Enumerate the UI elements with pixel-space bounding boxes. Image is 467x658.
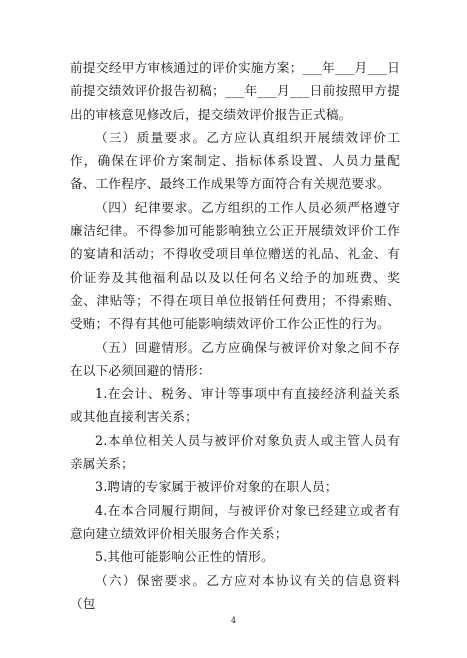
paragraph-confidentiality-requirements: （六）保密要求。乙方应对本协议有关的信息资料（包 xyxy=(70,572,400,611)
paragraph-recusal-item-4: 4.在本合同履行期间，与被评价对象已经建立或者有意向建立绩效评价相关服务合作关系； xyxy=(70,502,400,541)
paragraph-recusal-item-2: 2.本单位相关人员与被评价对象负责人或主管人员有亲属关系； xyxy=(70,432,400,472)
paragraph-recusal-situations: （五）回避情形。乙方应确保与被评价对象之间不存在以下必须回避的情形： xyxy=(70,339,400,378)
page-number: 4 xyxy=(230,616,237,625)
paragraph-recusal-item-3: 3.聘请的专家属于被评价对象的在职人员； xyxy=(95,479,338,495)
paragraph-discipline-requirements: （四）纪律要求。乙方组织的工作人员必须严格遵守廉洁纪律。不得参加可能影响独立公正开展绩效评价工作的宴请和活动；不得收受项目单位赠送的礼品、礼金、有价证券及其他福利品以及以任何名义给予的加班费、奖金、津贴等；不得在项目单位报销任何费用；不得索贿、受贿；不得有其他可能影响绩效评价工作公正性的行为。 xyxy=(70,199,400,332)
document-body xyxy=(70,56,400,615)
paragraph-recusal-item-1: 1.在会计、税务、审计等事项中有直接经济利益关系或其他直接利害关系； xyxy=(70,386,400,425)
paragraph-recusal-item-5: 5.其他可能影响公正性的情形。 xyxy=(95,549,274,565)
paragraph-submission-schedule: 前提交经甲方审核通过的评价实施方案；___年___月___日前提交绩效评价报告初稿；___年___月___日前按照甲方提出的审核意见修改后，提交绩效评价报告正式稿。 xyxy=(70,60,400,122)
paragraph-quality-requirements: （三）质量要求。乙方应认真组织开展绩效评价工作，确保在评价方案制定、指标体系设置、人员力量配备、工作程序、最终工作成果等方面符合有关规范要求。 xyxy=(70,129,400,192)
